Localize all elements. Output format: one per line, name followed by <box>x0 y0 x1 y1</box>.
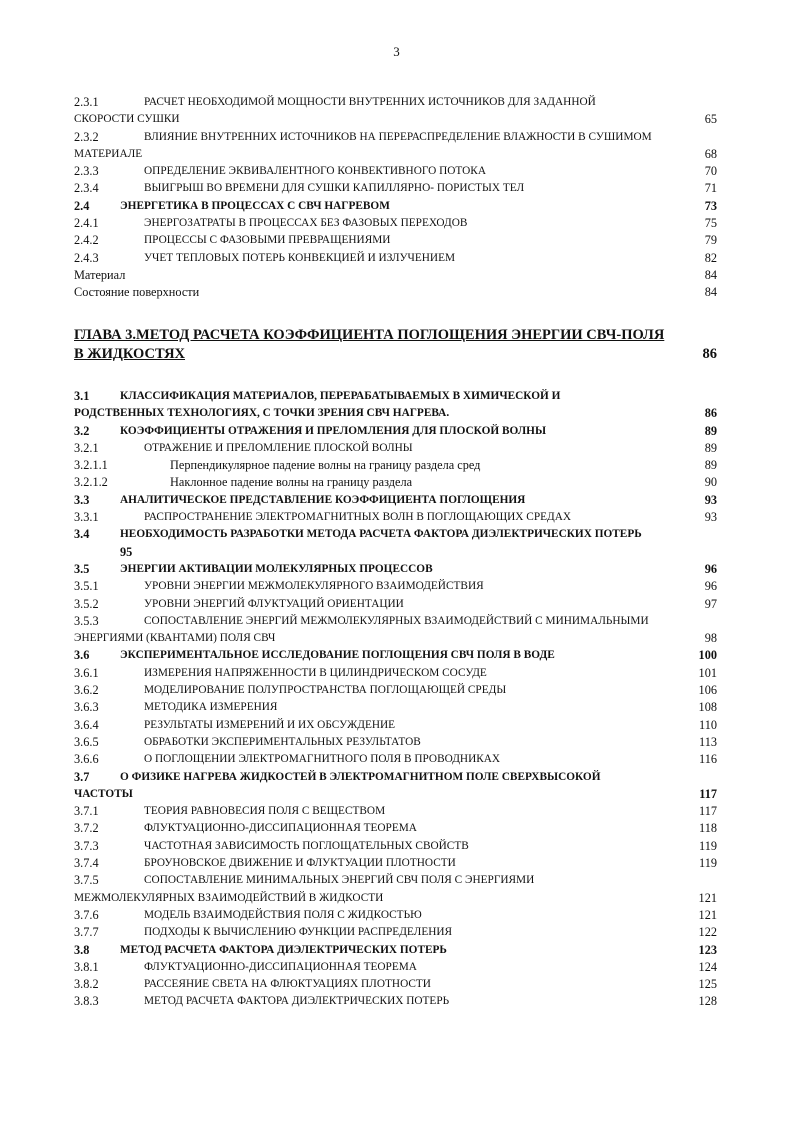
toc-entry-number: 3.7.2 <box>74 821 99 836</box>
toc-entry-continuation <box>74 146 717 163</box>
toc-entry <box>74 94 717 111</box>
toc-entry-section <box>74 526 717 543</box>
toc-entry-page: 106 <box>698 683 717 698</box>
toc-entry-title: ЭНЕРГОЗАТРАТЫ В ПРОЦЕССАХ БЕЗ ФАЗОВЫХ ПЕРЕХОДОВ <box>144 217 468 230</box>
toc-entry <box>74 838 717 855</box>
toc-entry <box>74 596 717 613</box>
toc-entry <box>74 717 717 734</box>
toc-entry-title: МЕТОДИКА ИЗМЕРЕНИЯ <box>144 701 278 714</box>
toc-entry-title: МОДЕЛИРОВАНИЕ ПОЛУПРОСТРАНСТВА ПОГЛОЩАЮЩЕЙ СРЕДЫ <box>144 684 507 697</box>
toc-entry <box>74 250 717 267</box>
toc-entry-title: РАСЧЕТ НЕОБХОДИМОЙ МОЩНОСТИ ВНУТРЕННИХ ИСТОЧНИКОВ ДЛЯ ЗАДАННОЙ <box>144 96 596 108</box>
toc-entry-number: 3.6.2 <box>74 683 99 698</box>
toc-entry-continuation <box>74 111 717 128</box>
toc-entry-number: 2.3.2 <box>74 129 99 144</box>
toc-entry-title: РЕЗУЛЬТАТЫ ИЗМЕРЕНИЙ И ИХ ОБСУЖДЕНИЕ <box>144 718 396 731</box>
toc-entry-title: КОЭФФИЦИЕНТЫ ОТРАЖЕНИЯ И ПРЕЛОМЛЕНИЯ ДЛЯ ПЛОСКОЙ ВОЛНЫ <box>120 424 547 437</box>
toc-entry-number: 3.2.1.1 <box>74 458 108 473</box>
toc-entry <box>74 509 717 526</box>
toc-entry-title-cont: ЧАСТОТЫ <box>74 787 133 800</box>
toc-entry-number: 2.4.3 <box>74 250 99 265</box>
toc-entry-title: Состояние поверхности <box>74 285 200 300</box>
toc-entry-title: БРОУНОВСКОЕ ДВИЖЕНИЕ И ФЛУКТУАЦИИ ПЛОТНОСТИ <box>144 857 456 870</box>
toc-entry-page: 93 <box>704 492 717 507</box>
toc-entry-number: 3.7.6 <box>74 907 99 922</box>
toc-entry-page: 117 <box>699 804 717 819</box>
toc-entry-number: 3.6.5 <box>74 734 99 749</box>
toc-section-a <box>74 94 717 302</box>
toc-entry-page: 119 <box>699 856 717 871</box>
toc-entry-number: 3.6 <box>74 648 90 663</box>
toc-entry-page: 86 <box>704 406 717 421</box>
toc-entry-continuation <box>74 544 717 561</box>
toc-entry <box>74 959 717 976</box>
toc-entry-title: Материал <box>74 267 126 282</box>
toc-entry <box>74 232 717 249</box>
chapter-title-line2: В ЖИДКОСТЯХ <box>74 346 186 362</box>
toc-entry-title-cont: РОДСТВЕННЫХ ТЕХНОЛОГИЯХ, С ТОЧКИ ЗРЕНИЯ СВЧ НАГРЕВА. <box>74 407 450 420</box>
toc-entry-page: 96 <box>704 561 717 576</box>
toc-entry <box>74 699 717 716</box>
toc-entry-page: 98 <box>704 631 717 646</box>
toc-entry-page: 116 <box>699 752 717 767</box>
toc-entry-page: 96 <box>704 579 717 594</box>
toc-entry-title: ТЕОРИЯ РАВНОВЕСИЯ ПОЛЯ С ВЕЩЕСТВОМ <box>144 805 386 818</box>
chapter-page: 86 <box>702 346 717 362</box>
toc-entry-page: 84 <box>704 285 717 300</box>
toc-entry-page: 124 <box>698 959 717 974</box>
toc-entry-number: 3.8.3 <box>74 994 99 1009</box>
toc-entry-number: 2.4.2 <box>74 233 99 248</box>
toc-entry-number: 3.7 <box>74 769 90 784</box>
toc-entry-number: 3.6.4 <box>74 717 99 732</box>
toc-entry-page: 128 <box>698 994 717 1009</box>
toc-entry-number: 3.2.1.2 <box>74 475 108 490</box>
toc-entry-title: МОДЕЛЬ ВЗАИМОДЕЙСТВИЯ ПОЛЯ С ЖИДКОСТЬЮ <box>144 908 422 921</box>
toc-entry-number: 2.4 <box>74 198 90 213</box>
toc-entry-title: ФЛУКТУАЦИОННО-ДИССИПАЦИОННАЯ ТЕОРЕМА <box>144 822 417 835</box>
toc-entry-title: МЕТОД РАСЧЕТА ФАКТОРА ДИЭЛЕКТРИЧЕСКИХ ПОТЕРЬ <box>144 995 450 1008</box>
toc-entry-number: 3.3.1 <box>74 510 99 525</box>
toc-entry-number: 3.8 <box>74 942 90 957</box>
toc-entry-number: 2.3.1 <box>74 95 99 109</box>
toc-entry-sub <box>74 474 717 491</box>
toc-entry-title: УЧЕТ ТЕПЛОВЫХ ПОТЕРЬ КОНВЕКЦИЕЙ И ИЗЛУЧЕНИЕМ <box>144 251 456 264</box>
toc-entry-title: Наклонное падение волны на границу раздела <box>170 475 413 490</box>
toc-entry-title-cont: МЕЖМОЛЕКУЛЯРНЫХ ВЗАИМОДЕЙСТВИЙ В ЖИДКОСТИ <box>74 891 384 904</box>
toc-entry-page: 90 <box>704 475 717 490</box>
toc-entry-section <box>74 198 717 215</box>
toc-entry-title: ИЗМЕРЕНИЯ НАПРЯЖЕННОСТИ В ЦИЛИНДРИЧЕСКОМ СОСУДЕ <box>144 666 487 679</box>
toc-entry-page: 119 <box>699 838 717 853</box>
toc-entry <box>74 924 717 941</box>
toc-entry <box>74 872 717 889</box>
toc-entry-page: 113 <box>699 734 717 749</box>
toc-entry-number: 3.5.2 <box>74 596 99 611</box>
toc-entry <box>74 284 717 301</box>
toc-entry-page: 73 <box>704 198 717 213</box>
toc-entry-number: 3.7.1 <box>74 804 99 819</box>
toc-entry-number: 3.6.3 <box>74 700 99 715</box>
toc-entry-section <box>74 388 717 405</box>
toc-entry-title: КЛАССИФИКАЦИЯ МАТЕРИАЛОВ, ПЕРЕРАБАТЫВАЕМЫХ В ХИМИЧЕСКОЙ И <box>120 390 561 402</box>
toc-entry <box>74 907 717 924</box>
toc-entry <box>74 803 717 820</box>
toc-entry-continuation <box>74 630 717 647</box>
toc-entry-section <box>74 647 717 664</box>
toc-entry-page: 118 <box>699 821 717 836</box>
toc-entry <box>74 751 717 768</box>
toc-entry-section <box>74 561 717 578</box>
toc-entry-title: РАСПРОСТРАНЕНИЕ ЭЛЕКТРОМАГНИТНЫХ ВОЛН В ПОГЛОЩАЮЩИХ СРЕДАХ <box>144 511 572 524</box>
toc-entry-number: 3.8.2 <box>74 977 99 992</box>
page-number: 3 <box>393 44 400 59</box>
toc-entry <box>74 820 717 837</box>
toc-section-b <box>74 388 717 1011</box>
toc-entry-page: 89 <box>704 440 717 455</box>
toc-entry-page: 89 <box>704 458 717 473</box>
toc-entry <box>74 855 717 872</box>
toc-entry-number: 3.7.3 <box>74 838 99 853</box>
toc-entry-page: 84 <box>704 267 717 282</box>
toc-entry-title: РАССЕЯНИЕ СВЕТА НА ФЛЮКТУАЦИЯХ ПЛОТНОСТИ <box>144 978 431 991</box>
toc-entry-number: 3.2 <box>74 423 90 438</box>
toc-entry-continuation <box>74 786 717 803</box>
toc-entry-title: ЧАСТОТНАЯ ЗАВИСИМОСТЬ ПОГЛОЩАТЕЛЬНЫХ СВОЙСТВ <box>144 839 469 852</box>
toc-entry-page: 110 <box>699 717 717 732</box>
toc-entry-title: О ПОГЛОЩЕНИИ ЭЛЕКТРОМАГНИТНОГО ПОЛЯ В ПРОВОДНИКАХ <box>144 753 501 766</box>
toc-entry-number: 3.2.1 <box>74 440 99 455</box>
toc-entry <box>74 613 717 630</box>
toc-entry-page: 93 <box>704 510 717 525</box>
toc-entry-title: ЭНЕРГИИ АКТИВАЦИИ МОЛЕКУЛЯРНЫХ ПРОЦЕССОВ <box>120 562 433 575</box>
toc-entry-number: 3.7.7 <box>74 925 99 940</box>
toc-entry-page: 117 <box>699 786 717 801</box>
toc-entry <box>74 976 717 993</box>
toc-entry-number: 3.5.3 <box>74 613 99 628</box>
toc-entry-page: 101 <box>698 665 717 680</box>
toc-entry <box>74 163 717 180</box>
toc-entry-continuation <box>74 890 717 907</box>
toc-entry-page: 100 <box>698 648 717 663</box>
toc-entry-page: 125 <box>698 977 717 992</box>
toc-entry-number: 3.4 <box>74 527 90 542</box>
toc-entry-page: 123 <box>698 942 717 957</box>
toc-entry-number: 3.1 <box>74 389 90 403</box>
toc-entry-page: 79 <box>704 233 717 248</box>
toc-entry <box>74 215 717 232</box>
toc-entry <box>74 682 717 699</box>
toc-entry-title: ФЛУКТУАЦИОННО-ДИССИПАЦИОННАЯ ТЕОРЕМА <box>144 960 417 973</box>
toc-entry-page: 97 <box>704 596 717 611</box>
toc-entry-title: Перпендикулярное падение волны на границу раздела сред <box>170 458 481 473</box>
toc-entry-number: 2.3.4 <box>74 181 99 196</box>
toc-entry-continuation <box>74 405 717 422</box>
toc-entry-title: ЭКСПЕРИМЕНТАЛЬНОЕ ИССЛЕДОВАНИЕ ПОГЛОЩЕНИЯ СВЧ ПОЛЯ В ВОДЕ <box>120 649 555 662</box>
toc-entry <box>74 665 717 682</box>
toc-entry-title: ОБРАБОТКИ ЭКСПЕРИМЕНТАЛЬНЫХ РЕЗУЛЬТАТОВ <box>144 735 421 748</box>
toc-entry <box>74 180 717 197</box>
toc-entry-title: ЭНЕРГЕТИКА В ПРОЦЕССАХ С СВЧ НАГРЕВОМ <box>120 199 390 212</box>
toc-entry-page: 108 <box>698 700 717 715</box>
toc-entry <box>74 129 717 146</box>
toc-entry-number: 3.5.1 <box>74 579 99 594</box>
toc-entry-number: 3.8.1 <box>74 959 99 974</box>
toc-entry-number: 3.6.1 <box>74 665 99 680</box>
toc-entry-title-cont: СКОРОСТИ СУШКИ <box>74 113 180 126</box>
toc-entry-title: ВЛИЯНИЕ ВНУТРЕННИХ ИСТОЧНИКОВ НА ПЕРЕРАСПРЕДЕЛЕНИЕ ВЛАЖНОСТИ В СУШИМОМ <box>144 130 652 143</box>
toc-entry-page: 89 <box>704 423 717 438</box>
toc-entry <box>74 267 717 284</box>
toc-entry-number: 3.7.4 <box>74 856 99 871</box>
toc-entry <box>74 578 717 595</box>
toc-entry <box>74 734 717 751</box>
toc-entry-title: АНАЛИТИЧЕСКОЕ ПРЕДСТАВЛЕНИЕ КОЭФФИЦИЕНТА ПОГЛОЩЕНИЯ <box>120 493 526 506</box>
toc-entry-page: 68 <box>704 146 717 161</box>
chapter-title-line1: ГЛАВА 3.МЕТОД РАСЧЕТА КОЭФФИЦИЕНТА ПОГЛОЩЕНИЯ ЭНЕРГИИ СВЧ-ПОЛЯ <box>74 327 665 343</box>
toc-entry-page: 121 <box>698 907 717 922</box>
toc-entry-sub <box>74 457 717 474</box>
toc-entry-page: 70 <box>704 164 717 179</box>
toc-entry-number: 3.6.6 <box>74 752 99 767</box>
toc-entry-number: 3.5 <box>74 561 90 576</box>
toc-entry-title: УРОВНИ ЭНЕРГИИ МЕЖМОЛЕКУЛЯРНОГО ВЗАИМОДЕЙСТВИЯ <box>144 580 484 593</box>
toc-entry-title: СОПОСТАВЛЕНИЕ ЭНЕРГИЙ МЕЖМОЛЕКУЛЯРНЫХ ВЗАИМОДЕЙСТВИЙ С МИНИМАЛЬНЫМИ <box>144 614 649 627</box>
toc-entry-number: 3.7.5 <box>74 873 99 888</box>
toc-entry-page: 71 <box>704 181 717 196</box>
toc-entry-page: 65 <box>704 112 717 127</box>
toc-entry-title: ПРОЦЕССЫ С ФАЗОВЫМИ ПРЕВРАЩЕНИЯМИ <box>144 234 391 247</box>
toc-entry-page: 122 <box>698 925 717 940</box>
toc-entry-title: ПОДХОДЫ К ВЫЧИСЛЕНИЮ ФУНКЦИИ РАСПРЕДЕЛЕНИЯ <box>144 926 453 939</box>
toc-entry-title: ОТРАЖЕНИЕ И ПРЕЛОМЛЕНИЕ ПЛОСКОЙ ВОЛНЫ <box>144 441 413 454</box>
toc-entry-page: 95 <box>120 544 133 559</box>
toc-entry-title: СОПОСТАВЛЕНИЕ МИНИМАЛЬНЫХ ЭНЕРГИЙ СВЧ ПОЛЯ С ЭНЕРГИЯМИ <box>144 874 535 887</box>
toc-entry-title: ОПРЕДЕЛЕНИЕ ЭКВИВАЛЕНТНОГО КОНВЕКТИВНОГО ПОТОКА <box>144 165 487 178</box>
toc-entry-title-cont: МАТЕРИАЛЕ <box>74 147 143 160</box>
toc-entry-title: МЕТОД РАСЧЕТА ФАКТОРА ДИЭЛЕКТРИЧЕСКИХ ПОТЕРЬ <box>120 943 447 956</box>
toc-entry-title: О ФИЗИКЕ НАГРЕВА ЖИДКОСТЕЙ В ЭЛЕКТРОМАГНИТНОМ ПОЛЕ СВЕРХВЫСОКОЙ <box>120 770 601 783</box>
toc-entry-section <box>74 769 717 786</box>
toc-entry-number: 2.4.1 <box>74 216 99 231</box>
toc-entry-title: ВЫИГРЫШ ВО ВРЕМЕНИ ДЛЯ СУШКИ КАПИЛЛЯРНО- ПОРИСТЫХ ТЕЛ <box>144 182 525 195</box>
toc-entry <box>74 993 717 1010</box>
toc-entry <box>74 440 717 457</box>
toc-entry-number: 3.3 <box>74 492 90 507</box>
toc-entry-page: 121 <box>698 890 717 905</box>
toc-entry-section <box>74 492 717 509</box>
toc-entry-page: 82 <box>704 250 717 265</box>
toc-entry-title: УРОВНИ ЭНЕРГИЙ ФЛУКТУАЦИЙ ОРИЕНТАЦИИ <box>144 597 404 610</box>
toc-entry-title: НЕОБХОДИМОСТЬ РАЗРАБОТКИ МЕТОДА РАСЧЕТА ФАКТОРА ДИЭЛЕКТРИЧЕСКИХ ПОТЕРЬ <box>120 528 642 541</box>
toc-entry-number: 2.3.3 <box>74 164 99 179</box>
toc-entry-title-cont: ЭНЕРГИЯМИ (КВАНТАМИ) ПОЛЯ СВЧ <box>74 632 276 645</box>
toc-entry-page: 75 <box>704 216 717 231</box>
toc-entry-section <box>74 423 717 440</box>
chapter-title-row2 <box>74 345 717 364</box>
toc-entry-section <box>74 942 717 959</box>
chapter-heading <box>74 326 717 364</box>
